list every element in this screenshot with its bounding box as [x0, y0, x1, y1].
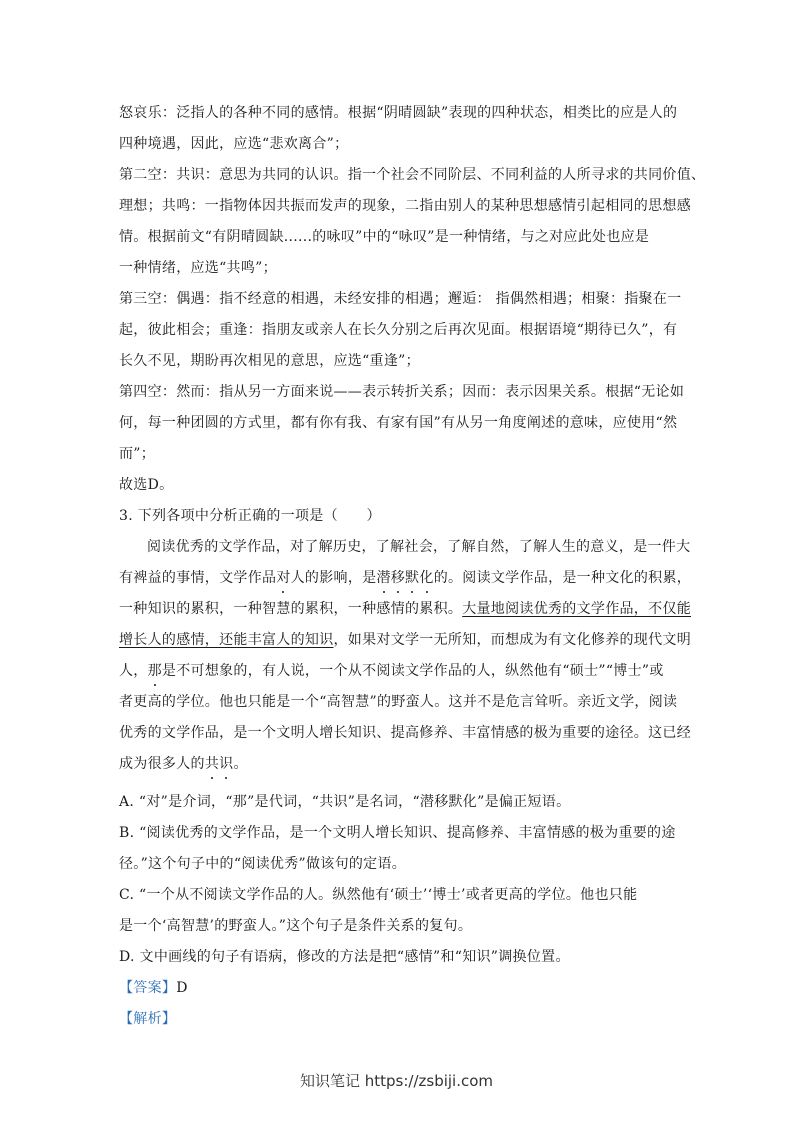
passage-text: 人，	[119, 663, 148, 679]
passage-text: ，如果对文学一无所知，而想成为有文化修养的现代文明	[333, 632, 691, 648]
passage-text: 是不可想象的，有人说，一个从不阅读文学作品的人，纵然他有“硕士”“博士”或	[161, 663, 664, 679]
option-d: D. 文中画线的句子有语病，修改的方法是把“感情”和“知识”调换位置。	[119, 949, 570, 965]
analysis-line: 理想；共鸣：一指物体因共振而发声的现象，二指由别人的某种思想感情引起相同的思想感	[119, 198, 691, 214]
passage-line: 阅读优秀的文学作品，对了解历史，了解社会，了解自然，了解人生的意义，是一件大	[147, 539, 691, 555]
dotted-word: 移	[390, 570, 406, 586]
analysis-line: 第三空：偶遇：指不经意的相遇，未经安排的相遇；邂逅： 指偶然相遇；相聚：指聚在一	[119, 291, 682, 307]
analysis-line: 四种境遇，因此，应选“悲欢离合”；	[119, 136, 349, 152]
dotted-word: 默	[405, 570, 420, 586]
answer-label: 【答案】	[119, 980, 177, 996]
dotted-word: 共	[204, 756, 220, 772]
passage-text: 成为很多人的	[119, 756, 205, 772]
passage-text: 一种知识的累积，一种智慧的累积，一种感情的累积。	[119, 601, 463, 617]
passage-line: 优秀的文学作品，是一个文明人增长知识、提高修养、丰富情感的极为重要的途径。这已经	[119, 725, 691, 741]
passage-line	[119, 661, 679, 681]
passage-line	[119, 630, 691, 650]
passage-text: 。	[233, 756, 248, 772]
underlined-sentence: 增长人的感情，还能丰富人的知识	[119, 632, 334, 648]
dotted-word: 化	[419, 570, 434, 586]
passage-line	[119, 754, 679, 774]
analysis-line: 第四空：然而：指从另一方面来说——表示转折关系；因而：表示因果关系。根据“无论如	[119, 384, 685, 400]
passage-line: 者更高的学位。他也只能是一个“高智慧”的野蛮人。这并不是危言耸听。亲近文学，阅读	[119, 694, 678, 710]
analysis-line: 故选D。	[119, 477, 174, 493]
dotted-word: 那	[147, 663, 162, 679]
footer-watermark: 知识笔记 https://zsbiji.com	[299, 1072, 494, 1090]
analysis-line: 怒哀乐：泛指人的各种不同的感情。根据“阴晴圆缺”表现的四种状态，相类比的应是人的	[119, 105, 678, 121]
analysis-line: 一种情绪，应选“共鸣”；	[119, 260, 277, 276]
underlined-sentence: 大量地阅读优秀的文学作品，不仅能	[462, 601, 692, 617]
option-c-cont: 是一个‘高智慧’的野蛮人。”这个句子是条件关系的复句。	[119, 918, 473, 934]
analysis-heading	[119, 1009, 679, 1029]
dotted-word: 潜	[376, 570, 391, 586]
option-a: A. “对”是介词，“那”是代词，“共识”是名词，“潜移默化”是偏正短语。	[119, 794, 571, 810]
analysis-line: 长久不见，期盼再次相见的意思，应选“重逢”；	[119, 353, 420, 369]
option-c: C. “一个从不阅读文学作品的人。纵然他有‘硕士’‘博士’或者更高的学位。他也只能	[119, 887, 638, 903]
analysis-line: 起，彼此相会；重逢：指朋友或亲人在长久分别之后再次见面。根据语境“期待已久”，有	[119, 322, 678, 338]
passage-text: 的。阅读文学作品，是一种文化的积累，	[433, 570, 692, 586]
analysis-line: 第二空：共识：意思为共同的认识。指一个社会不同阶层、不同利益的人所寻求的共同价值、	[119, 167, 706, 183]
answer-value: D	[176, 980, 188, 996]
question-stem: 3. 下列各项中分析正确的一项是（ ）	[119, 508, 381, 524]
passage-line	[119, 568, 692, 588]
passage-text: 有裨益的事情，文学作品	[119, 570, 277, 586]
analysis-line: 而”；	[119, 446, 156, 462]
dotted-word: 识	[219, 756, 234, 772]
option-b: B. “阅读优秀的文学作品，是一个文明人增长知识、提高修养、丰富情感的极为重要的途	[119, 825, 676, 841]
option-b-cont: 径。”这个句子中的“阅读优秀”做该句的定语。	[119, 856, 407, 872]
dotted-word: 对	[276, 570, 291, 586]
analysis-line: 情。根据前文“有阴晴圆缺......的咏叹”中的“咏叹”是一种情绪，与之对应此处也应是	[119, 229, 650, 245]
analysis-line: 何，每一种团圆的方式里，都有你有我、有家有国”有从另一角度阐述的意味，应使用“然	[119, 415, 678, 431]
passage-line	[119, 599, 692, 619]
answer-line	[119, 978, 679, 998]
analysis-label: 【解析】	[119, 1011, 177, 1027]
passage-text: 人的影响，是	[290, 570, 377, 586]
